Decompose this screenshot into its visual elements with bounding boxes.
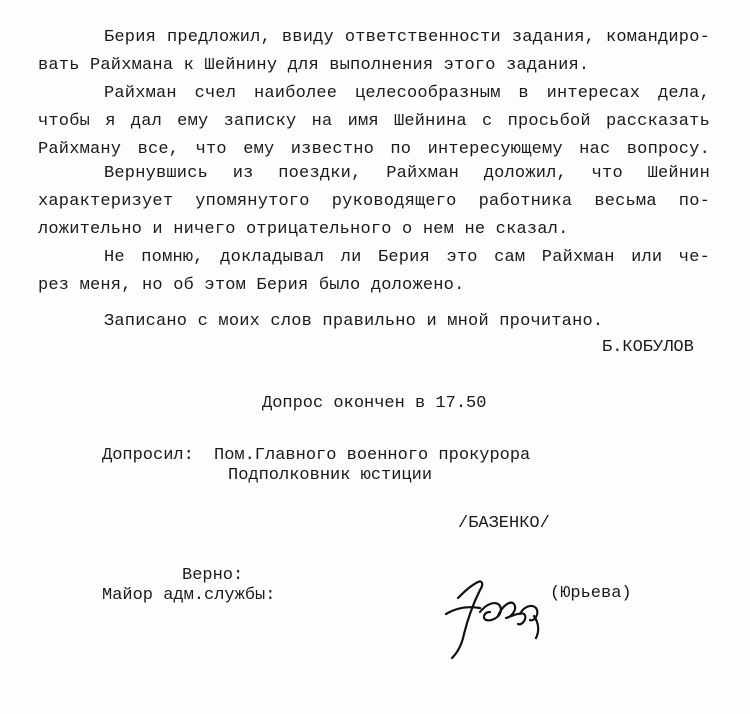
text-line: Вернувшись из поездки, Райхман доложил, что Шейнин [104, 164, 710, 183]
certifier-title: Майор адм.службы: [102, 586, 276, 605]
certifier-name: (Юрьева) [550, 584, 632, 603]
interrogator-title-2: Подполковник юстиции [228, 466, 433, 485]
interrogation-end: Допрос окончен в 17.50 [262, 394, 487, 413]
text-line: ложительно и ничего отрицательного о нем не сказал. [38, 220, 569, 239]
text-line: Записано с моих слов правильно и мной прочитано. [104, 312, 604, 331]
handwritten-signature [440, 556, 560, 666]
certified-label: Верно: [182, 566, 244, 585]
interrogator-label: Допросил: [102, 446, 194, 465]
text-line: Райхману все, что ему известно по интересующему нас вопросу. [38, 140, 710, 159]
text-line: характеризует упомянутого руководящего работника весьма по- [38, 192, 710, 211]
interrogator-title-1: Пом.Главного военного прокурора [214, 446, 531, 465]
text-line: Берия предложил, ввиду ответственности задания, командиро- [104, 28, 710, 47]
text-line: вать Райхмана к Шейнину для выполнения этого задания. [38, 56, 590, 75]
text-line: чтобы я дал ему записку на имя Шейнина с просьбой рассказать [38, 112, 710, 131]
interrogator-name: /БАЗЕНКО/ [458, 514, 550, 533]
text-line: Не помню, докладывал ли Берия это сам Райхман или че- [104, 248, 710, 267]
signer-name: Б.КОБУЛОВ [602, 338, 694, 357]
text-line: рез меня, но об этом Берия было доложено. [38, 276, 465, 295]
text-line: Райхман счел наиболее целесообразным в интересах дела, [104, 84, 710, 103]
